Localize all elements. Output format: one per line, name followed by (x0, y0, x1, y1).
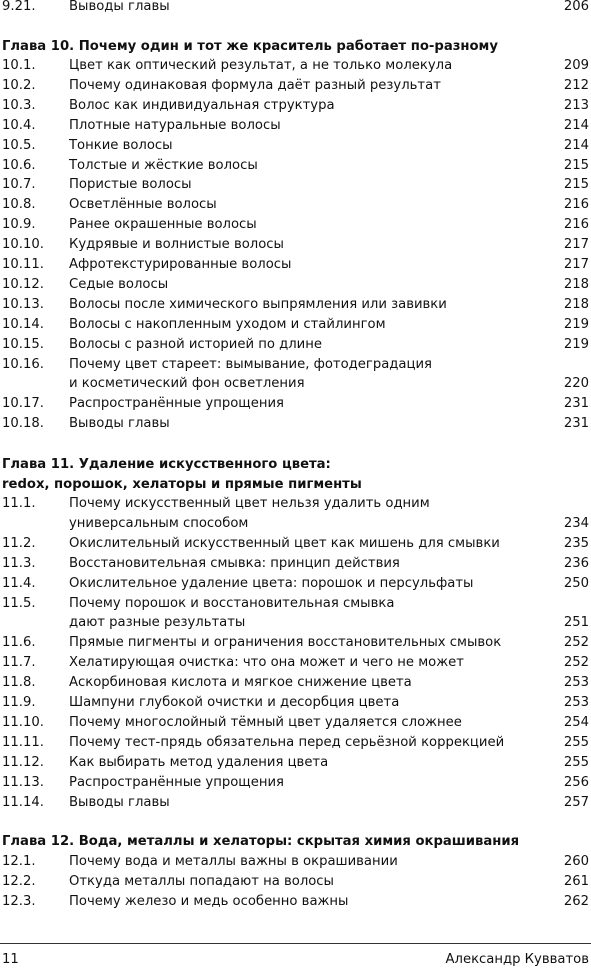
toc-entry (0, 295, 591, 315)
entry-page: 255 (563, 754, 589, 770)
entry-page: 218 (563, 296, 589, 312)
toc-entry (0, 653, 591, 673)
entry-number: 11.3. (2, 555, 36, 571)
entry-page: 215 (563, 157, 589, 173)
entry-title: Хелатирующая очистка: что она может и чего не может (69, 655, 464, 671)
entry-number: 10.9. (2, 217, 36, 233)
entry-page: 257 (563, 794, 589, 810)
entry-title: Почему цвет стареет: вымывание, фотодеградация (69, 356, 432, 372)
toc-entry (0, 156, 591, 176)
entry-number: 10.17. (2, 396, 44, 412)
toc-entry (0, 56, 591, 76)
toc-entry (0, 574, 591, 594)
entry-number: 10.1. (2, 58, 36, 73)
entry-title: Волосы с накопленным уходом и стайлингом (69, 316, 386, 332)
chapter-10-heading: Глава 10. Почему один и тот же краситель работает по-разному (2, 39, 498, 54)
toc-entry (0, 554, 591, 574)
entry-title: Цвет как оптический результат, а не только молекула (69, 58, 453, 73)
entry-title: Почему тест-прядь обязательна перед серьёзной коррекцией (69, 734, 505, 750)
entry-page: 217 (563, 237, 589, 253)
entry-page: 218 (563, 276, 589, 292)
toc-entry (0, 414, 591, 434)
entry-number: 12.1. (2, 854, 36, 869)
toc-entry (0, 594, 591, 614)
toc-entry (0, 394, 591, 414)
entry-page: 252 (563, 635, 589, 651)
entry-page: 254 (563, 714, 589, 730)
toc-entry (0, 892, 591, 912)
entry-number: 10.10. (2, 237, 44, 253)
entry-page: 215 (563, 177, 589, 193)
entry-number: 10.7. (2, 177, 36, 193)
entry-number: 11.12. (2, 754, 44, 770)
toc-entry (0, 355, 591, 375)
entry-page: 250 (563, 575, 589, 591)
entry-page: 252 (563, 655, 589, 671)
toc-entry (0, 633, 591, 653)
entry-number: 11.7. (2, 655, 36, 671)
toc-entry (0, 852, 591, 872)
entry-number: 10.14. (2, 316, 44, 332)
entry-page: 219 (563, 316, 589, 332)
toc-entry (0, 175, 591, 195)
entry-page: 213 (563, 97, 589, 113)
toc-entry (0, 494, 591, 514)
entry-number: 10.8. (2, 197, 36, 213)
toc-entry (0, 255, 591, 275)
entry-page: 231 (563, 416, 589, 432)
footer-author: Александр Кувватов (445, 952, 589, 967)
toc-entry (0, 215, 591, 235)
entry-title: дают разные результаты (69, 615, 246, 631)
entry-title: Плотные натуральные волосы (69, 117, 281, 133)
toc-entry (0, 753, 591, 773)
entry-number: 11.10. (2, 714, 44, 730)
entry-number: 11.8. (2, 675, 36, 691)
chapter-11-heading-line1: Глава 11. Удаление искусственного цвета: (2, 457, 331, 472)
entry-page: 214 (563, 117, 589, 133)
toc-entry (0, 0, 591, 17)
chapter-12-heading: Глава 12. Вода, металлы и хелаторы: скрытая химия окрашивания (2, 834, 520, 849)
entry-number: 10.15. (2, 336, 44, 352)
entry-number: 11.9. (2, 695, 36, 710)
entry-title: Распространённые упрощения (69, 396, 284, 412)
toc-entry (0, 693, 591, 713)
entry-title: Выводы главы (69, 416, 170, 432)
entry-number: 11.11. (2, 734, 44, 750)
entry-number: 10.18. (2, 416, 44, 432)
entry-number: 11.5. (2, 595, 36, 611)
entry-page: 236 (563, 555, 589, 571)
entry-title: Окислительное удаление цвета: порошок и персульфаты (69, 575, 474, 591)
entry-title: Почему многослойный тёмный цвет удаляется сложнее (69, 714, 462, 730)
entry-title: Кудрявые и волнистые волосы (69, 237, 284, 253)
entry-title: и косметический фон осветления (69, 376, 305, 392)
entry-title: универсальным способом (69, 515, 249, 531)
toc-entry (0, 733, 591, 753)
entry-number: 11.4. (2, 575, 36, 591)
entry-page: 251 (563, 615, 589, 631)
entry-number: 11.14. (2, 794, 44, 810)
entry-title: Выводы главы (69, 794, 170, 810)
entry-page: 260 (563, 854, 589, 869)
entry-title: Почему вода и металлы важны в окрашивании (69, 854, 398, 869)
entry-page: 231 (563, 396, 589, 412)
entry-number: 10.2. (2, 77, 36, 93)
entry-page: 261 (563, 873, 589, 889)
entry-page: 234 (563, 515, 589, 531)
entry-title: Тонкие волосы (69, 137, 173, 153)
entry-title: Аскорбиновая кислота и мягкое снижение цвета (69, 675, 412, 691)
entry-page: 253 (563, 695, 589, 710)
entry-number: 10.12. (2, 276, 44, 292)
toc-entry (0, 872, 591, 892)
toc-entry (0, 713, 591, 733)
entry-title: Волосы с разной историей по длине (69, 336, 322, 352)
toc-entry (0, 773, 591, 793)
entry-title: Пористые волосы (69, 177, 192, 193)
entry-page: 209 (563, 58, 589, 73)
entry-title: Откуда металлы попадают на волосы (69, 873, 334, 889)
entry-page: 212 (563, 77, 589, 93)
entry-title: Распространённые упрощения (69, 774, 284, 790)
entry-page: 255 (563, 734, 589, 750)
entry-number: 10.5. (2, 137, 36, 153)
entry-title: Прямые пигменты и ограничения восстановительных смывок (69, 635, 502, 651)
entry-number: 9.21. (2, 0, 36, 14)
chapter-11-heading-line2: redox, порошок, хелаторы и прямые пигменты (2, 477, 362, 492)
footer-page-number: 11 (2, 952, 19, 967)
entry-page: 217 (563, 257, 589, 272)
toc-entry (0, 793, 591, 813)
entry-number: 11.6. (2, 635, 36, 651)
entry-title: Осветлённые волосы (69, 197, 217, 213)
entry-page: 256 (563, 774, 589, 790)
entry-number: 10.3. (2, 97, 36, 113)
toc-entry (0, 613, 591, 633)
entry-number: 10.16. (2, 356, 44, 372)
entry-page: 253 (563, 675, 589, 691)
toc-entry (0, 514, 591, 534)
entry-title: Волос как индивидуальная структура (69, 97, 335, 113)
entry-title: Восстановительная смывка: принцип действия (69, 555, 400, 571)
entry-number: 12.2. (2, 873, 36, 889)
entry-title: Почему искусственный цвет нельзя удалить одним (69, 496, 430, 511)
entry-number: 10.13. (2, 296, 44, 312)
entry-page: 219 (563, 336, 589, 352)
toc-entry (0, 136, 591, 156)
toc-entry (0, 235, 591, 255)
toc-entry (0, 673, 591, 693)
entry-number: 10.6. (2, 157, 36, 173)
toc-entry (0, 374, 591, 394)
entry-title: Выводы главы (69, 0, 170, 14)
entry-number: 12.3. (2, 893, 36, 909)
toc-entry (0, 534, 591, 554)
entry-number: 10.11. (2, 257, 44, 272)
toc-entry (0, 76, 591, 96)
entry-title: Как выбирать метод удаления цвета (69, 754, 329, 770)
entry-title: Окислительный искусственный цвет как мишень для смывки (69, 535, 500, 551)
entry-page: 262 (563, 893, 589, 909)
entry-page: 214 (563, 137, 589, 153)
toc-entry (0, 315, 591, 335)
entry-title: Почему порошок и восстановительная смывка (69, 595, 395, 611)
entry-title: Почему одинаковая формула даёт разный результат (69, 77, 441, 93)
entry-page: 235 (563, 535, 589, 551)
entry-number: 11.1. (2, 496, 36, 511)
entry-title: Волосы после химического выпрямления или завивки (69, 296, 447, 312)
entry-number: 11.2. (2, 535, 36, 551)
entry-title: Ранее окрашенные волосы (69, 217, 257, 233)
toc-entry (0, 275, 591, 295)
entry-number: 10.4. (2, 117, 36, 133)
entry-number: 11.13. (2, 774, 44, 790)
entry-title: Почему железо и медь особенно важны (69, 893, 349, 909)
entry-page: 216 (563, 217, 589, 233)
toc-entry (0, 116, 591, 136)
toc-entry (0, 195, 591, 215)
entry-page: 220 (563, 376, 589, 392)
entry-page: 206 (563, 0, 589, 14)
footer-divider (0, 943, 591, 944)
entry-title: Толстые и жёсткие волосы (69, 157, 258, 173)
entry-title: Седые волосы (69, 276, 169, 292)
entry-title: Шампуни глубокой очистки и десорбция цвета (69, 695, 400, 710)
entry-page: 216 (563, 197, 589, 213)
entry-title: Афротекстурированные волосы (69, 257, 292, 272)
toc-entry (0, 335, 591, 355)
toc-entry (0, 96, 591, 116)
